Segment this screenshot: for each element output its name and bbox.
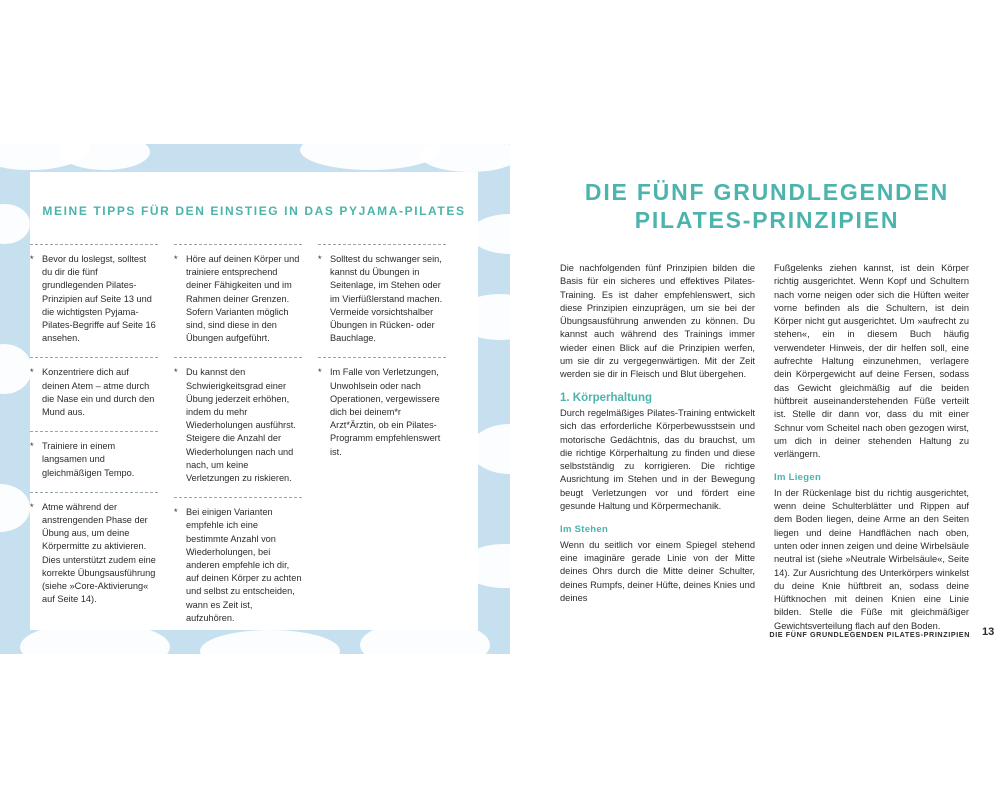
- tip-item: * Atme während der anstrengenden Phase der Übung aus, um deine Körpermitte zu aktivieren. Dies unterstützt zudem eine korrekte Übungsausführung (siehe »Core-Aktivierung« auf Seite 14).: [30, 492, 158, 619]
- asterisk-icon: *: [30, 441, 34, 452]
- text-column-1: [560, 262, 755, 605]
- tip-item: * Konzentriere dich auf deinen Atem – atme durch die Nase ein und durch den Mund aus.: [30, 357, 158, 431]
- title-line-1: DIE FÜNF GRUNDLEGENDEN: [584, 179, 950, 205]
- tips-column-2: [174, 244, 302, 637]
- asterisk-icon: *: [174, 254, 178, 264]
- lying-paragraph: In der Rückenlage bist du richtig ausgerichtet, wenn deine Schulterblätter und Rippen auf dem Boden liegen, deine Arme an den Seiten liegen und deine Handflächen nach oben, unten oder innen zeigen und deine Wirbelsäule neutral ist (siehe »Neutrale Wirbelsäule«, Seite 14). Zur Ausrichtung des Unterkörpers winkelst du deine Knie hüftbreit an, sodass deine Hüftknochen mit deinen Knien eine Linie bilden. Stelle die Füße mit gleichmäßiger Gewichtsverteilung flach auf den Boden.: [774, 487, 969, 631]
- text-column-2: [774, 262, 969, 633]
- asterisk-icon: *: [30, 367, 34, 378]
- running-footer: DIE FÜNF GRUNDLEGENDEN PILATES-PRINZIPIEN: [769, 630, 970, 639]
- tips-column-3: [318, 244, 446, 471]
- tips-card: [30, 172, 478, 630]
- subheading-lying: Im Liegen: [774, 472, 822, 484]
- tip-item: * Du kannst den Schwierigkeitsgrad einer Übung jederzeit erhöhen, indem du mehr Wiederholungen ausführst. Steigere die Anzahl der Wiederholungen nach und nach, um keine Verletzungen zu riskieren.: [174, 357, 302, 497]
- title-line-2: PILATES-PRINZIPIEN: [634, 207, 900, 233]
- standing-paragraph: Wenn du seitlich vor einem Spiegel stehend eine imaginäre gerade Linie von der Mitte deines Ohrs durch die Mitte deiner Schulter, deines Rumpfs, deiner Hüfte, deines Knies und deines: [560, 539, 755, 603]
- page-title: [556, 178, 978, 234]
- asterisk-icon: *: [30, 254, 34, 264]
- page-number: 13: [982, 626, 995, 638]
- tip-item: * Solltest du schwanger sein, kannst du Übungen in Seitenlage, im Stehen oder im Vierfüßlerstand machen. Vermeide vorsichtshalber Übungen in Rücken- oder Bauchlage.: [318, 244, 446, 357]
- tip-item: * Höre auf deinen Körper und trainiere entsprechend deiner Fähigkeiten und im Rahmen deiner Grenzen. Sofern Varianten möglich sind, sind diese in den Übungen aufgeführt.: [174, 244, 302, 357]
- section-paragraph: Durch regelmäßiges Pilates-Training entwickelt sich das erforderliche Körperbewusstsein und motorische Gedächtnis, das du brauchst, um die richtige Körperhaltung zu finden und diese selbstständig zu korrigieren. Die richtige Ausrichtung im Stehen und in der Bewegung beugt Verletzungen vor und fördert eine gesunde Haltung und Körpermechanik.: [560, 407, 755, 512]
- asterisk-icon: *: [318, 254, 322, 264]
- tip-item: * Bei einigen Varianten empfehle ich eine bestimmte Anzahl von Wiederholungen, bei anderen empfehle ich dir, auf deinen Körper zu achten und selbst zu entscheiden, wann es Zeit ist, aufzuhören.: [174, 497, 302, 637]
- tip-item: * Im Falle von Verletzungen, Unwohlsein oder nach Operationen, vergewissere dich bei deinem*r Arzt*Ärztin, ob ein Pilates-Programm empfehlenswert ist.: [318, 357, 446, 470]
- tips-heading: MEINE TIPPS FÜR DEN EINSTIEG IN DAS PYJAMA-PILATES: [42, 204, 466, 218]
- tips-column-1: [30, 244, 158, 618]
- standing-continued-paragraph: Fußgelenks ziehen kannst, ist dein Körper richtig ausgerichtet. Wenn Kopf und Schultern nach vorne neigen oder sich die Hüften weiter vorne befinden als die Schultern, ist dein Körper nicht gut ausgerichtet. Um »aufrecht zu stehen«, ein in diesem Buch häufig verwendeter Hinweis, der dir helfen soll, eine aufrechte Haltung einzunehmen, verlagere dein Körpergewicht auf deine Fersen, sodass das Gewicht gleichmäßig auf die beiden hüftbreit auseinanderstehenden Füße verteilt ist. Stelle dir dann vor, dass du mit einer Schnur vom Scheitel nach oben gezogen wirst, um dich in deiner stehenden Haltung zu verlängern.: [774, 263, 969, 460]
- asterisk-icon: *: [318, 367, 322, 378]
- intro-paragraph: Die nachfolgenden fünf Prinzipien bilden die Basis für ein sicheres und effektives Pilates-Training. Es ist daher empfehlenswert, sich diese Prinzipien einzuprägen, um sie bei der Übungsausführung anwenden zu können. Du kannst auch während des Trainings immer wieder einen Blick auf die Prinzipien werfen, um sie dir zu vergegenwärtigen. Mit der Zeit werden sie dir in Fleisch und Blut übergehen.: [560, 263, 755, 380]
- tip-item: * Bevor du loslegst, solltest du dir die fünf grundlegenden Pilates-Prinzipien auf Seite 13 und die wichtigsten Pyjama-Pilates-Begriffe auf Seite 16 ansehen.: [30, 244, 158, 357]
- asterisk-icon: *: [174, 367, 178, 378]
- asterisk-icon: *: [174, 507, 178, 518]
- tip-item: * Trainiere in einem langsamen und gleichmäßigen Tempo.: [30, 431, 158, 492]
- subheading-standing: Im Stehen: [560, 524, 609, 536]
- section-heading: 1. Körperhaltung: [560, 391, 653, 404]
- asterisk-icon: *: [30, 501, 34, 512]
